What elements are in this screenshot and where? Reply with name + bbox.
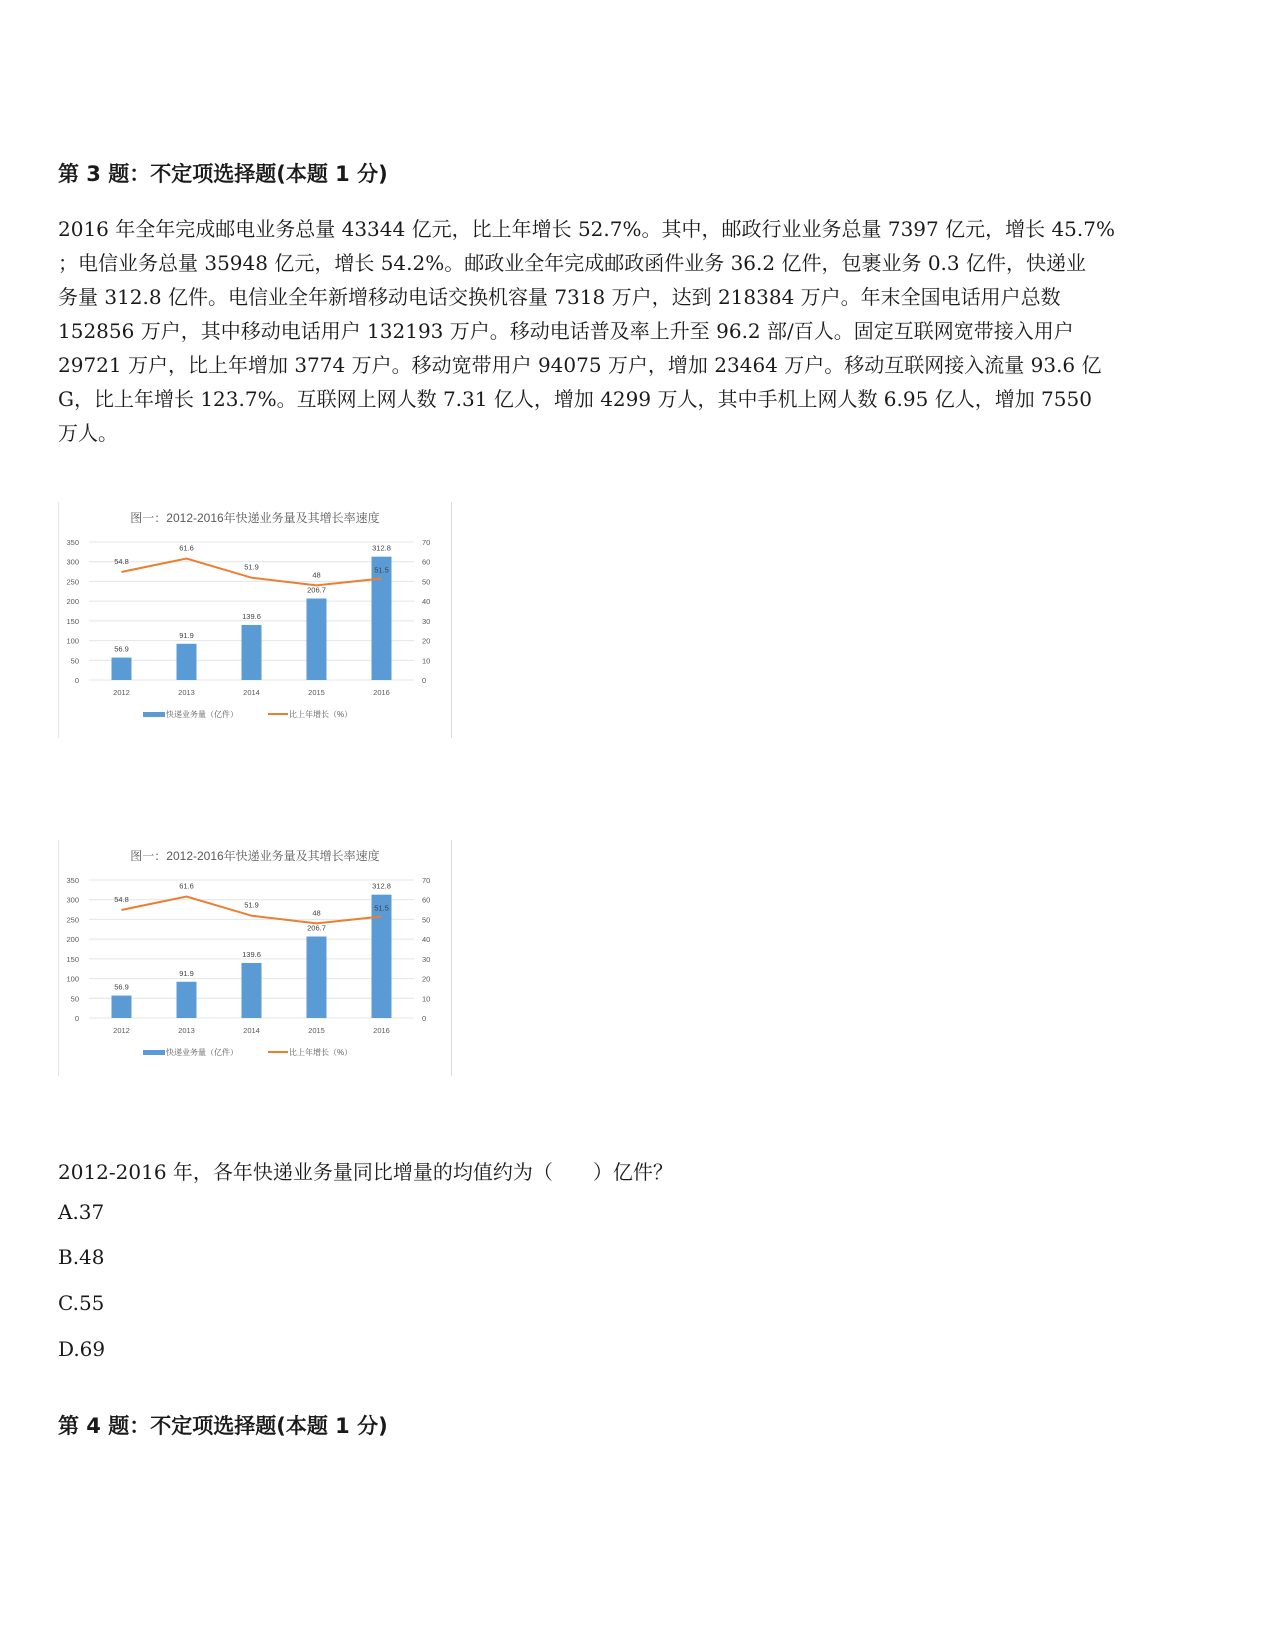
x-tick-label: 2015 xyxy=(308,1026,325,1035)
y-left-tick-label: 0 xyxy=(74,676,79,685)
x-tick-label: 2015 xyxy=(308,688,325,697)
bar xyxy=(372,557,392,680)
bar-data-label: 312.8 xyxy=(372,543,391,553)
question-3-passage xyxy=(58,212,1218,450)
bar xyxy=(242,625,262,680)
line-data-label: 51.5 xyxy=(374,903,389,913)
y-left-tick-label: 200 xyxy=(66,597,79,607)
bar xyxy=(307,937,327,1018)
option-b[interactable]: B.48 xyxy=(58,1245,105,1269)
line-data-label: 51.9 xyxy=(244,562,259,572)
passage-line: 万人。 xyxy=(58,421,118,445)
y-left-tick-label: 150 xyxy=(66,954,79,964)
bar-data-label: 91.9 xyxy=(179,968,194,978)
legend-swatch-bar xyxy=(143,712,165,717)
bar-data-label: 206.7 xyxy=(307,923,326,933)
y-right-tick-label: 70 xyxy=(422,876,431,885)
bar-data-label: 91.9 xyxy=(179,630,194,640)
legend-label-line: 比上年增长（%） xyxy=(289,710,353,719)
line-data-label: 61.6 xyxy=(179,543,194,553)
passage-line: 2016 年全年完成邮电业务总量 43344 亿元，比上年增长 52.7%。其中，邮政行业业务总量 7397 亿元，增长 45.7% xyxy=(58,217,1115,241)
bar xyxy=(177,982,197,1018)
option-d[interactable]: D.69 xyxy=(58,1337,106,1361)
line-data-label: 51.9 xyxy=(244,900,259,910)
y-right-tick-label: 50 xyxy=(422,915,431,925)
y-right-tick-label: 0 xyxy=(422,1014,427,1023)
option-c[interactable]: C.55 xyxy=(58,1291,105,1315)
bar-data-label: 312.8 xyxy=(372,881,391,891)
y-left-tick-label: 0 xyxy=(74,1014,79,1023)
line-data-label: 54.8 xyxy=(114,556,129,566)
y-left-tick-label: 250 xyxy=(66,915,79,925)
y-left-tick-label: 150 xyxy=(66,616,79,626)
y-left-tick-label: 200 xyxy=(66,935,79,945)
bar-data-label: 139.6 xyxy=(242,611,261,621)
passage-line: 29721 万户，比上年增加 3774 万户。移动宽带用户 94075 万户，增加 23464 万户。移动互联网接入流量 93.6 亿 xyxy=(58,353,1102,377)
legend-swatch-bar xyxy=(143,1050,165,1055)
x-tick-label: 2016 xyxy=(373,688,390,697)
y-right-tick-label: 20 xyxy=(422,636,431,646)
y-right-tick-label: 10 xyxy=(422,656,431,666)
y-right-tick-label: 30 xyxy=(422,954,431,964)
x-tick-label: 2014 xyxy=(243,1026,260,1035)
x-tick-label: 2016 xyxy=(373,1026,390,1035)
y-right-tick-label: 30 xyxy=(422,616,431,626)
bar xyxy=(112,996,132,1018)
y-right-tick-label: 40 xyxy=(422,597,431,607)
x-tick-label: 2013 xyxy=(178,1026,195,1035)
bar xyxy=(372,895,392,1018)
bar-data-label: 56.9 xyxy=(114,644,129,654)
y-right-tick-label: 0 xyxy=(422,676,427,685)
y-right-tick-label: 20 xyxy=(422,974,431,984)
passage-line: 务量 312.8 亿件。电信业全年新增移动电话交换机容量 7318 万户，达到 218384 万户。年末全国电话用户总数 xyxy=(58,285,1061,309)
y-right-tick-label: 40 xyxy=(422,935,431,945)
option-a[interactable]: A.37 xyxy=(58,1200,105,1224)
bar xyxy=(177,644,197,680)
line-data-label: 51.5 xyxy=(374,565,389,575)
chart-title: 图一：2012-2016年快递业务量及其增长率速度 xyxy=(130,511,380,525)
line-data-label: 48 xyxy=(312,570,321,580)
bar xyxy=(112,658,132,680)
line-data-label: 61.6 xyxy=(179,881,194,891)
y-right-tick-label: 50 xyxy=(422,577,431,587)
bar xyxy=(307,599,327,680)
passage-line: 152856 万户，其中移动电话用户 132193 万户。移动电话普及率上升至 96.2 部/百人。固定互联网宽带接入用户 xyxy=(58,319,1074,343)
legend-label-bar: 快递业务量（亿件） xyxy=(166,710,238,719)
chart-svg xyxy=(59,502,451,738)
y-left-tick-label: 300 xyxy=(66,895,79,905)
bar xyxy=(242,963,262,1018)
y-right-tick-label: 70 xyxy=(422,538,431,547)
chart-svg xyxy=(59,840,451,1076)
y-left-tick-label: 50 xyxy=(70,994,79,1004)
question-3-heading: 第 3 题：不定项选择题(本题 1 分) xyxy=(58,162,388,186)
legend-label-line: 比上年增长（%） xyxy=(289,1048,353,1057)
question-3-stem: 2012-2016 年，各年快递业务量同比增量的均值约为（ ）亿件？ xyxy=(58,1160,673,1184)
x-tick-label: 2013 xyxy=(178,688,195,697)
bar-data-label: 206.7 xyxy=(307,585,326,595)
bar-data-label: 56.9 xyxy=(114,982,129,992)
y-right-tick-label: 60 xyxy=(422,557,431,567)
y-left-tick-label: 250 xyxy=(66,577,79,587)
y-left-tick-label: 100 xyxy=(66,974,79,984)
bar-data-label: 139.6 xyxy=(242,949,261,959)
y-left-tick-label: 300 xyxy=(66,557,79,567)
passage-line: ；电信业务总量 35948 亿元，增长 54.2%。邮政业全年完成邮政函件业务 36.2 亿件，包裹业务 0.3 亿件，快递业 xyxy=(58,251,1086,275)
x-tick-label: 2014 xyxy=(243,688,260,697)
y-right-tick-label: 60 xyxy=(422,895,431,905)
y-left-tick-label: 50 xyxy=(70,656,79,666)
y-right-tick-label: 10 xyxy=(422,994,431,1004)
y-left-tick-label: 100 xyxy=(66,636,79,646)
question-4-heading: 第 4 题：不定项选择题(本题 1 分) xyxy=(58,1414,388,1438)
y-left-tick-label: 350 xyxy=(66,538,79,547)
x-tick-label: 2012 xyxy=(113,688,130,697)
express-volume-chart-1 xyxy=(58,502,452,738)
chart-title: 图一：2012-2016年快递业务量及其增长率速度 xyxy=(130,849,380,863)
line-data-label: 54.8 xyxy=(114,894,129,904)
line-data-label: 48 xyxy=(312,908,321,918)
y-left-tick-label: 350 xyxy=(66,876,79,885)
legend-label-bar: 快递业务量（亿件） xyxy=(166,1048,238,1057)
passage-line: G，比上年增长 123.7%。互联网上网人数 7.31 亿人，增加 4299 万人，其中手机上网人数 6.95 亿人，增加 7550 xyxy=(58,387,1092,411)
express-volume-chart-2 xyxy=(58,840,452,1076)
x-tick-label: 2012 xyxy=(113,1026,130,1035)
